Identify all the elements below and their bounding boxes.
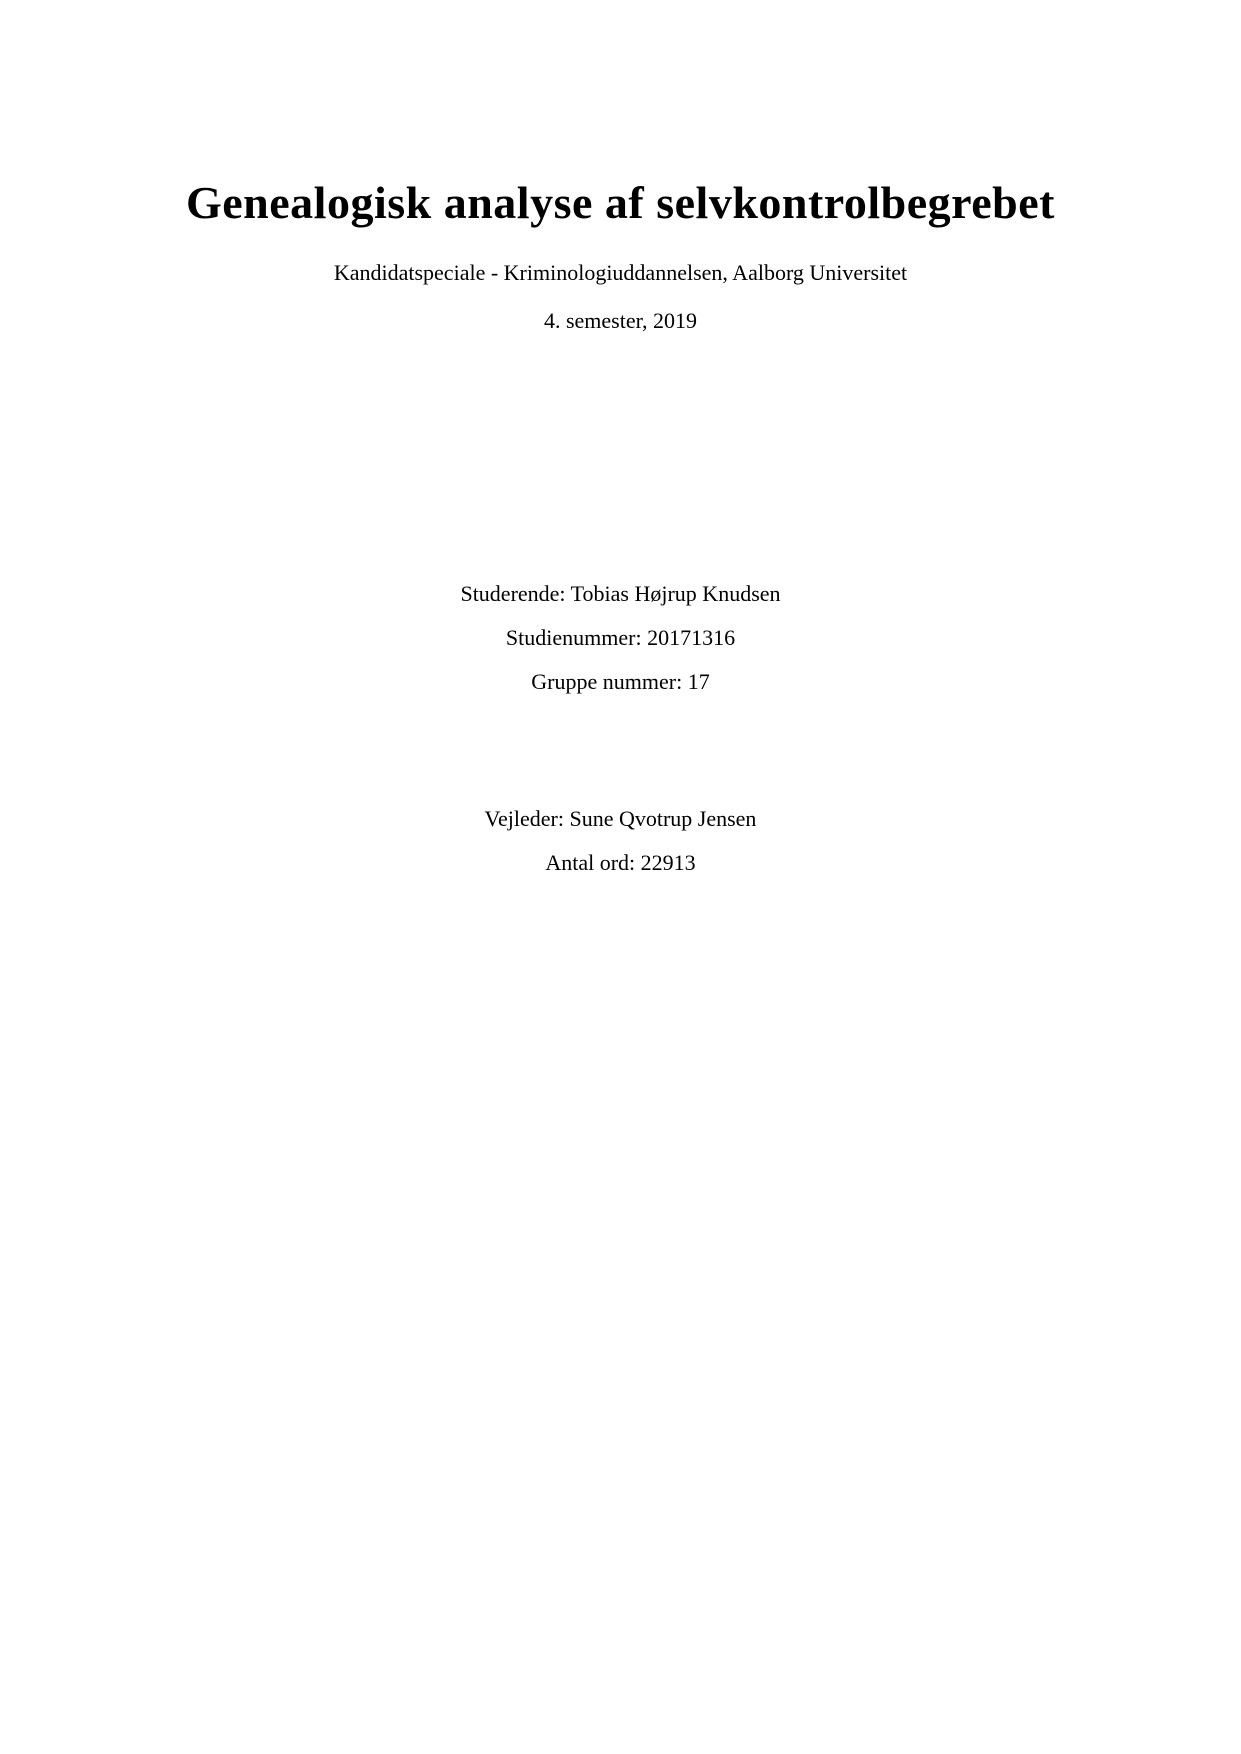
group-number-line: Gruppe nummer: 17 — [531, 669, 710, 694]
word-count-line: Antal ord: 22913 — [545, 850, 696, 875]
supervisor-line: Vejleder: Sune Qvotrup Jensen — [484, 806, 757, 831]
student-number-line: Studienummer: 20171316 — [505, 625, 736, 650]
document-title: Genealogisk analyse af selvkontrolbegrebet — [185, 177, 1055, 228]
document-subtitle: Kandidatspeciale - Kriminologiuddannelsen, Aalborg Universitet — [333, 260, 908, 285]
student-name-line: Studerende: Tobias Højrup Knudsen — [460, 581, 781, 606]
semester-line: 4. semester, 2019 — [543, 308, 698, 333]
